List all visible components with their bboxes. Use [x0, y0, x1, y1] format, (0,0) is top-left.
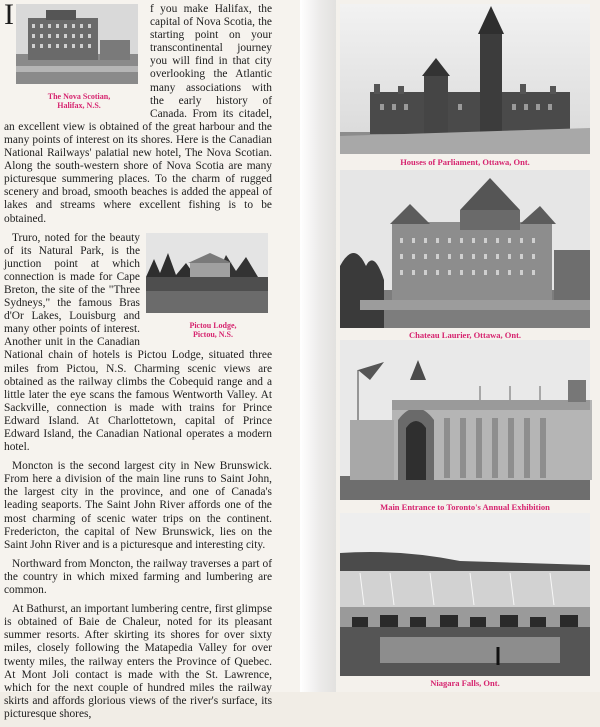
parliament-caption: Houses of Parliament, Ottawa, Ont. — [400, 157, 530, 167]
chateau-laurier-caption: Chateau Laurier, Ottawa, Ont. — [408, 330, 522, 340]
niagara-falls-photo — [340, 513, 590, 676]
page-gutter — [300, 0, 336, 692]
parliament-photo — [340, 4, 590, 154]
paragraph-4: Northward from Moncton, the railway traverses a part of the country in which mixed farming and lumbering are common. — [4, 557, 272, 597]
nova-scotian-photo — [16, 4, 138, 84]
chateau-laurier-photo — [340, 170, 590, 328]
pictou-lodge-photo — [146, 233, 268, 313]
exhibition-caption: Main Entrance to Toronto's Annual Exhibition — [380, 502, 550, 512]
nova-scotian-caption: The Nova Scotian, Halifax, N.S. — [47, 92, 111, 110]
exhibition-entrance-photo — [340, 340, 590, 500]
right-page — [336, 0, 600, 692]
paragraph-3: Moncton is the second largest city in New Brunswick. From here a division of the main line runs to Saint John, the largest city in the province, and one of Canada's leading seaports. The Saint John River affords one of the most charming of scenic water trips on the continent. Fredericton, the capital of New Brunswick, lies on the Saint John River and is a picturesque and interesting city. — [4, 460, 272, 551]
pictou-lodge-caption: Pictou Lodge, Pictou, N.S. — [189, 320, 237, 339]
left-page — [0, 0, 300, 720]
niagara-falls-caption: Niagara Falls, Ont. — [430, 678, 500, 688]
figure-pictou-lodge — [146, 233, 272, 339]
drop-cap: I — [4, 0, 14, 31]
paragraph-5: At Bathurst, an important lumbering centre, first glimpse is obtained of Baie de Chaleur, noted for its pleasant summer resorts. After skirting its shores for over sixty miles, closely following the Matapedia Valley for over twenty miles, the railway enters the Province of Quebec. At Mont Joli contact is made with the St. Lawrence, which for the next couple of hundred miles the railway skirts and affords glorious views of the river's surface, its picturesque shores, — [4, 603, 272, 720]
paragraph-2: Pictou Lodge, Pictou, N.S. Truro, noted for the beauty of its Natural Park, is the junction point at which connection is made for Cape Breton, the site of the "Three Sydneys," the famous Bras d'Or Lakes, Louisburg and many other points of interest. Another unit in the Canadian National chain of hotels is Pictou Lodge, situated three miles from Pictou, N.S. Charming scenic views are obtained as the railway climbs the Cobequid range and a little later the eye scans the famous Wentworth Valley. At Sackville, connection is made with trains for Prince Edward Island. At Charlottetown, capital of Prince Edward Island, the Canadian National operates a modern hotel. — [4, 231, 272, 454]
text-column — [4, 0, 272, 727]
figure-nova-scotian — [16, 4, 142, 110]
paragraph-1: I The Nova Scotian, Halifax, N.S. f you make Halifax, the capital of Nova Scotia, the starting point on your transcontinental journey you will find in that city overlooking the Atlantic many associations with the early history of Canada. From its citadel, an excellent view is obtained of the great harbour and the many points of interest on its shores. Here is the Canadian National Railways' palatial new hotel, The Nova Scotian. Along the south-western shore of Nova Scotia are many picturesque summering places. To the charm of rugged scenery and broad, smooth beaches is added the appeal of lakes and streams where excellent fishing is to be obtained. — [4, 0, 272, 225]
